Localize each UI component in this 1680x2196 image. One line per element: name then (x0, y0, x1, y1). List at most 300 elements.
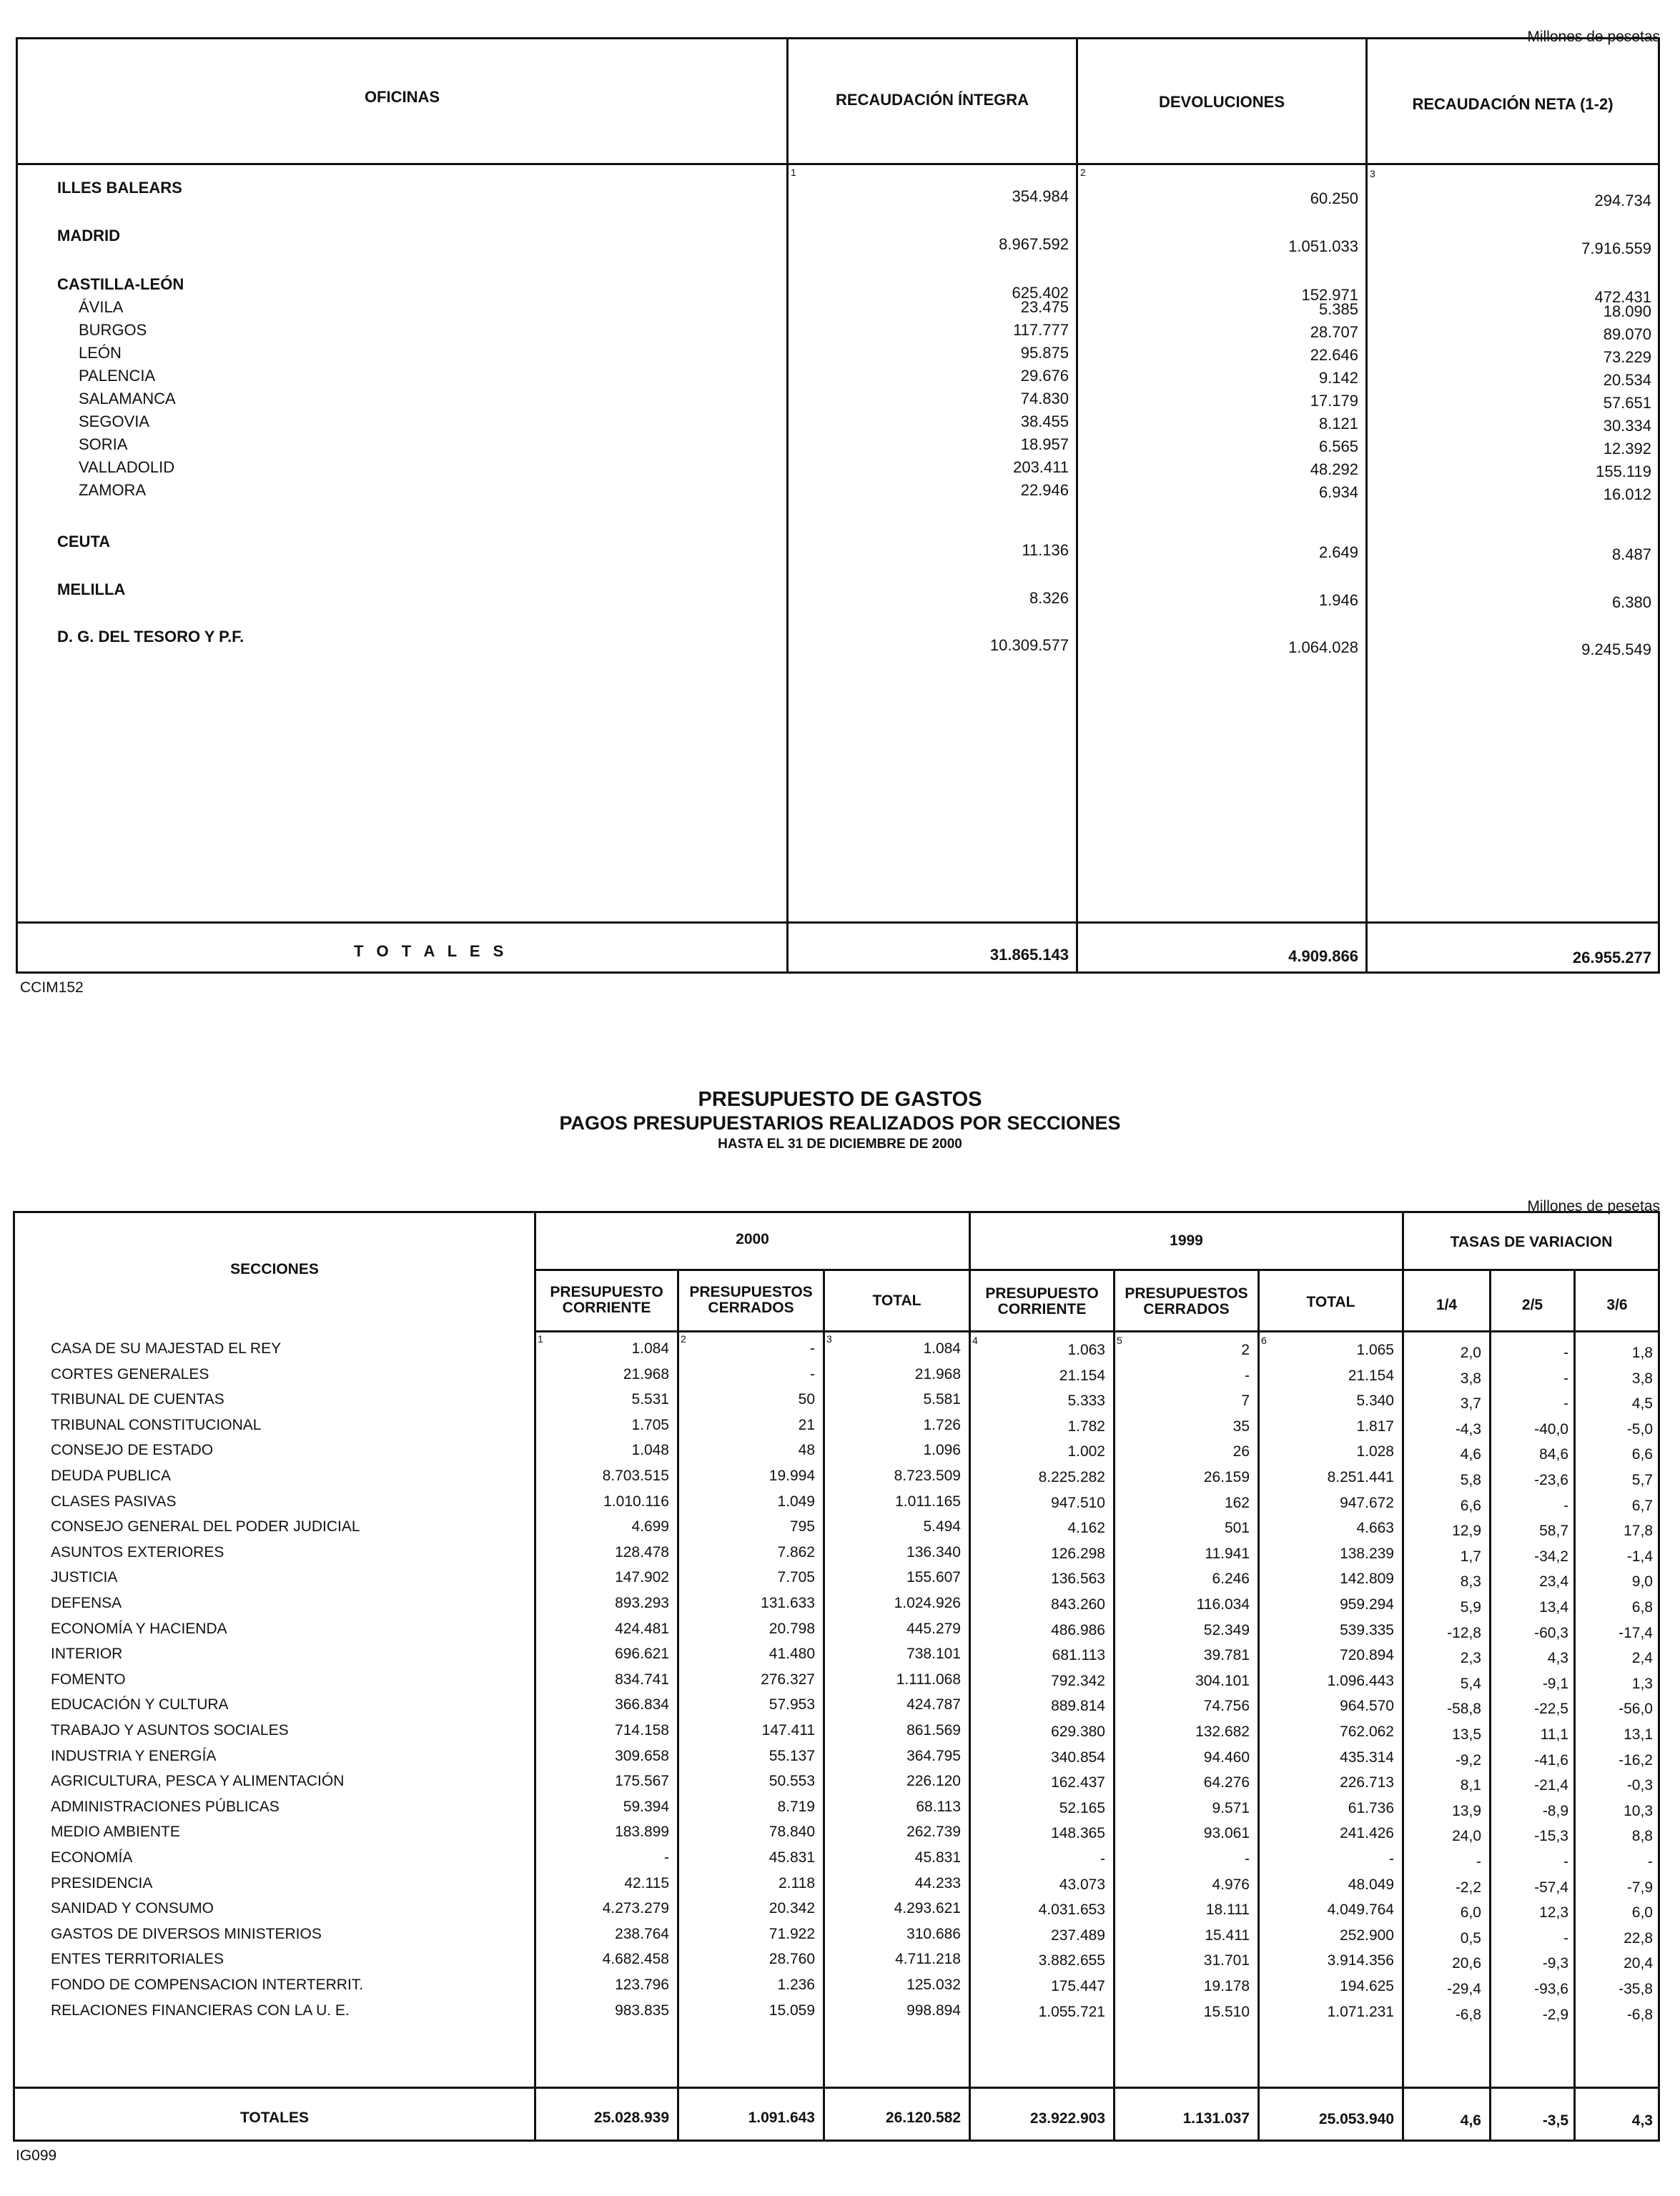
header-recaudacion-integra: RECAUDACIÓN ÍNTEGRA (835, 91, 1029, 109)
amount-cell: 45.831 (914, 1849, 961, 1866)
amount-cell: 4,3 (1547, 1650, 1568, 1667)
amount-cell: 8,1 (1460, 1777, 1481, 1794)
table-row (18, 367, 1658, 388)
amount-cell: -5,0 (1626, 1420, 1653, 1438)
amount-cell: 226.713 (1340, 1774, 1394, 1791)
amount-cell: 152.971 (1301, 286, 1358, 304)
section-subtitle: PAGOS PRESUPUESTARIOS REALIZADOS POR SECCIONES (559, 1112, 1121, 1134)
office-name: SORIA (79, 435, 128, 453)
amount-cell: 20.534 (1603, 371, 1651, 389)
totals-label: T O T A L E S (354, 942, 508, 960)
table-row (18, 227, 1658, 257)
amount-cell: - (810, 1340, 815, 1357)
amount-cell: 1.024.926 (894, 1595, 961, 1611)
total-cell: 23.922.903 (1029, 2110, 1105, 2127)
column-index: 1 (791, 167, 796, 178)
table-row (18, 435, 1658, 457)
amount-cell: 3.914.356 (1327, 1952, 1394, 1969)
amount-cell: 4.162 (1067, 1520, 1105, 1537)
section-name: INTERIOR (51, 1646, 123, 1663)
amount-cell: 162 (1224, 1494, 1250, 1511)
table-row (18, 179, 1658, 209)
amount-cell: -0,3 (1626, 1777, 1653, 1794)
total-recaudacion-neta: 26.955.277 (1572, 949, 1651, 966)
section-name: EDUCACIÓN Y CULTURA (51, 1696, 229, 1713)
amount-cell: 424.787 (906, 1696, 961, 1713)
office-name: SALAMANCA (79, 390, 176, 407)
amount-cell: 9.142 (1318, 369, 1358, 387)
amount-cell: 2,4 (1631, 1650, 1653, 1667)
amount-cell: 20,6 (1452, 1955, 1481, 1972)
amount-cell: 10.309.577 (989, 636, 1069, 654)
amount-cell: 18.111 (1205, 1901, 1250, 1919)
table-row (15, 1518, 1658, 1543)
amount-cell: 18.090 (1603, 302, 1651, 320)
amount-cell: 4.682.458 (602, 1951, 669, 1968)
amount-cell: 6.934 (1318, 483, 1358, 501)
amount-cell: 125.032 (906, 1977, 961, 1993)
amount-cell: 21.968 (623, 1365, 669, 1383)
table-row (15, 1595, 1658, 1619)
amount-cell: 50 (798, 1391, 815, 1408)
amount-cell: 41.480 (769, 1646, 815, 1663)
amount-cell: 4.031.653 (1038, 1901, 1105, 1919)
office-name: VALLADOLID (79, 458, 175, 476)
amount-cell: -22,5 (1534, 1701, 1568, 1718)
table-row (18, 533, 1658, 563)
amount-cell: 262.739 (906, 1824, 961, 1841)
amount-cell: 738.101 (906, 1646, 961, 1663)
office-name: CEUTA (57, 533, 111, 550)
amount-cell: 714.158 (615, 1722, 669, 1738)
table-row (15, 1824, 1658, 1848)
amount-cell: 5.581 (923, 1391, 961, 1408)
amount-cell: 4,6 (1460, 1446, 1481, 1463)
table-row (18, 458, 1658, 480)
table-row (15, 1926, 1658, 1950)
amount-cell: -2,9 (1542, 2006, 1568, 2023)
total-recaudacion-integra: 31.865.143 (989, 946, 1069, 964)
amount-cell: 11,1 (1540, 1726, 1568, 1743)
amount-cell: 31.701 (1203, 1952, 1250, 1969)
amount-cell: 8.703.515 (602, 1468, 669, 1484)
amount-cell: 22.946 (1020, 481, 1069, 499)
amount-cell: 13,4 (1539, 1599, 1568, 1616)
amount-cell: 625.402 (1012, 284, 1069, 302)
amount-cell: 501 (1224, 1520, 1250, 1537)
amount-cell: -34,2 (1534, 1548, 1568, 1565)
amount-cell: 1.782 (1067, 1418, 1105, 1435)
amount-cell: 13,9 (1452, 1802, 1481, 1819)
amount-cell: 1.084 (631, 1340, 669, 1357)
table-row (15, 1696, 1658, 1721)
section-name: FONDO DE COMPENSACION INTERTERRIT. (51, 1977, 364, 1993)
header-tasas: TASAS DE VARIACION (1450, 1234, 1613, 1250)
amount-cell: 1.111.068 (896, 1671, 961, 1688)
amount-cell: 3,7 (1460, 1395, 1481, 1413)
office-name: SEGOVIA (79, 412, 150, 430)
amount-cell: 5.340 (1356, 1393, 1394, 1410)
amount-cell: 486.986 (1051, 1621, 1105, 1638)
amount-cell: -2,2 (1455, 1879, 1481, 1896)
section-name: CORTES GENERALES (51, 1365, 209, 1383)
amount-cell: 843.260 (1051, 1596, 1105, 1613)
office-name: LEÓN (79, 344, 122, 362)
amount-cell: 5.333 (1067, 1393, 1105, 1410)
amount-cell: 64.276 (1203, 1774, 1250, 1791)
amount-cell: 681.113 (1052, 1647, 1105, 1664)
section-name: ECONOMÍA (51, 1849, 133, 1866)
section-name: TRIBUNAL CONSTITUCIONAL (51, 1416, 262, 1433)
total-cell: 4,3 (1631, 2112, 1653, 2129)
office-name: CASTILLA-LEÓN (57, 275, 184, 293)
amount-cell: 947.672 (1340, 1494, 1394, 1511)
header-rate-2-5: 2/5 (1521, 1297, 1543, 1313)
amount-cell: 1.028 (1356, 1443, 1394, 1460)
amount-cell: -9,1 (1542, 1675, 1568, 1692)
amount-cell: 57.953 (769, 1696, 815, 1713)
total-cell: 4,6 (1460, 2112, 1481, 2129)
section-name: ASUNTOS EXTERIORES (51, 1543, 224, 1561)
amount-cell: 8.326 (1029, 589, 1069, 607)
section-name: GASTOS DE DIVERSOS MINISTERIOS (51, 1925, 322, 1942)
amount-cell: 52.349 (1203, 1621, 1250, 1638)
header-presupuesto-corriente: PRESUPUESTO CORRIENTE (985, 1285, 1099, 1317)
amount-cell: 15.059 (769, 2002, 815, 2019)
section-name: TRIBUNAL DE CUENTAS (51, 1391, 224, 1408)
section-name: ECONOMÍA Y HACIENDA (51, 1620, 227, 1637)
amount-cell: -1,4 (1626, 1548, 1653, 1565)
amount-cell: 310.686 (906, 1925, 961, 1942)
amount-cell: 304.101 (1195, 1672, 1250, 1689)
amount-cell: 132.682 (1195, 1723, 1250, 1740)
amount-cell: - (810, 1365, 815, 1383)
amount-cell: 1,8 (1631, 1345, 1653, 1361)
amount-cell: 24,0 (1452, 1828, 1481, 1845)
amount-cell: 6.246 (1212, 1571, 1250, 1588)
amount-cell: -7,9 (1626, 1879, 1653, 1896)
amount-cell: - (1563, 1370, 1568, 1387)
amount-cell: 8.723.509 (894, 1468, 961, 1484)
amount-cell: 241.426 (1340, 1825, 1394, 1842)
column-index: 3 (1370, 168, 1375, 179)
amount-cell: 1.817 (1356, 1418, 1394, 1435)
amount-cell: 4,5 (1631, 1395, 1653, 1413)
office-name: ILLES BALEARS (57, 179, 182, 197)
amount-cell: 4.293.621 (894, 1900, 961, 1917)
amount-cell: 68.113 (916, 1798, 961, 1815)
amount-cell: 19.178 (1203, 1978, 1250, 1994)
amount-cell: 294.734 (1594, 192, 1651, 209)
amount-cell: 2.118 (779, 1874, 815, 1891)
amount-cell: 6,0 (1631, 1904, 1653, 1922)
section-name: RELACIONES FINANCIERAS CON LA U. E. (51, 2002, 350, 2019)
amount-cell: - (1245, 1367, 1250, 1384)
amount-cell: -16,2 (1619, 1751, 1653, 1769)
amount-cell: 6,6 (1631, 1446, 1653, 1463)
total-cell: 25.053.940 (1318, 2111, 1394, 2127)
amount-cell: 58,7 (1539, 1523, 1568, 1540)
amount-cell: 5.385 (1318, 300, 1358, 318)
amount-cell: 9.571 (1212, 1799, 1250, 1816)
amount-cell: 5,7 (1631, 1472, 1653, 1488)
amount-cell: 73.229 (1603, 348, 1651, 366)
amount-cell: 8.225.282 (1038, 1469, 1105, 1485)
form-code-bottom: IG099 (16, 2147, 57, 2164)
table-row (15, 1646, 1658, 1670)
amount-cell: 309.658 (615, 1747, 669, 1764)
amount-cell: -40,0 (1534, 1420, 1568, 1438)
amount-cell: 1.063 (1067, 1342, 1105, 1358)
amount-cell: 12,3 (1539, 1904, 1568, 1922)
amount-cell: 2 (1241, 1342, 1250, 1358)
amount-cell: 10,3 (1624, 1802, 1653, 1819)
column-index: 5 (1117, 1335, 1122, 1346)
section-name: CLASES PASIVAS (51, 1493, 177, 1510)
table-row (15, 1722, 1658, 1746)
amount-cell: 6,6 (1460, 1497, 1481, 1514)
amount-cell: 123.796 (615, 1977, 669, 1993)
amount-cell: 5.494 (923, 1518, 961, 1535)
table-row (18, 321, 1658, 342)
amount-cell: 4.711.218 (895, 1951, 961, 1968)
amount-cell: 147.411 (761, 1722, 815, 1738)
table-row (15, 1671, 1658, 1696)
amount-cell: 364.795 (906, 1747, 961, 1764)
amount-cell: 8.121 (1318, 415, 1358, 432)
amount-cell: 28.760 (769, 1951, 815, 1968)
amount-cell: 147.902 (615, 1569, 669, 1586)
amount-cell: 7.916.559 (1581, 239, 1651, 257)
amount-cell: 1.946 (1318, 591, 1358, 609)
amount-cell: 175.447 (1051, 1978, 1105, 1994)
amount-cell: 983.835 (615, 2002, 669, 2019)
amount-cell: -60,3 (1534, 1624, 1568, 1641)
form-code-top: CCIM152 (20, 979, 84, 996)
office-name: PALENCIA (79, 367, 156, 385)
amount-cell: 893.293 (615, 1595, 669, 1611)
table-row (18, 580, 1658, 611)
amount-cell: 48.292 (1310, 460, 1358, 478)
amount-cell: 16.012 (1603, 485, 1651, 503)
table-row (15, 1849, 1658, 1874)
amount-cell: 21.154 (1059, 1367, 1105, 1384)
amount-cell: 762.062 (1340, 1723, 1394, 1740)
amount-cell: 2.649 (1318, 543, 1358, 561)
amount-cell: 21 (798, 1416, 815, 1433)
table-row (15, 2002, 1658, 2027)
amount-cell: 136.563 (1051, 1571, 1105, 1588)
table-row (18, 481, 1658, 503)
amount-cell: 889.814 (1051, 1698, 1105, 1715)
amount-cell: 1.064.028 (1288, 638, 1358, 656)
amount-cell: 43.073 (1059, 1876, 1105, 1893)
amount-cell: 38.455 (1020, 412, 1069, 430)
amount-cell: 5,4 (1460, 1675, 1481, 1692)
amount-cell: 539.335 (1340, 1621, 1394, 1638)
column-index: 6 (1261, 1335, 1267, 1346)
amount-cell: 4.663 (1356, 1520, 1394, 1537)
table-row (15, 1621, 1658, 1645)
amount-cell: 7.862 (777, 1543, 815, 1561)
amount-cell: - (1563, 1929, 1568, 1947)
amount-cell: 6,7 (1631, 1497, 1653, 1514)
amount-cell: - (1563, 1497, 1568, 1514)
amount-cell: 13,1 (1624, 1726, 1653, 1743)
amount-cell: - (664, 1849, 669, 1866)
totals-divider (18, 921, 1658, 924)
amount-cell: 9,0 (1631, 1573, 1653, 1591)
amount-cell: 2,0 (1460, 1345, 1481, 1361)
amount-cell: -9,3 (1542, 1955, 1568, 1972)
amount-cell: -35,8 (1619, 1981, 1653, 1997)
amount-cell: 12.392 (1603, 440, 1651, 458)
amount-cell: 8.719 (777, 1798, 815, 1815)
column-index: 4 (972, 1335, 978, 1346)
table-row (15, 1366, 1658, 1390)
amount-cell: -93,6 (1534, 1981, 1568, 1997)
table-row (18, 275, 1658, 306)
amount-cell: 15.510 (1203, 2003, 1250, 2020)
totals-divider (15, 2087, 1658, 2089)
table-row (15, 1442, 1658, 1466)
table-row (15, 1391, 1658, 1415)
amount-cell: 7.705 (777, 1569, 815, 1586)
total-cell: -3,5 (1542, 2112, 1568, 2129)
header-devoluciones: DEVOLUCIONES (1158, 93, 1285, 111)
amount-cell: 4.699 (631, 1518, 669, 1535)
amount-cell: 21.154 (1348, 1367, 1394, 1384)
section-name: FOMENTO (51, 1671, 126, 1688)
amount-cell: 8.967.592 (999, 235, 1069, 253)
amount-cell: 7 (1241, 1393, 1250, 1410)
amount-cell: 340.854 (1051, 1749, 1105, 1766)
section-name: CONSEJO GENERAL DEL PODER JUDICIAL (51, 1518, 360, 1535)
total-devoluciones: 4.909.866 (1288, 947, 1358, 965)
table-row (18, 628, 1658, 658)
amount-cell: 964.570 (1340, 1698, 1394, 1715)
column-index: 2 (681, 1333, 686, 1345)
amount-cell: 6.380 (1611, 593, 1651, 611)
amount-cell: 48 (798, 1442, 815, 1459)
amount-cell: 194.625 (1340, 1978, 1394, 1994)
table-row (15, 1977, 1658, 2001)
amount-cell: -8,9 (1542, 1802, 1568, 1819)
header-oficinas: OFICINAS (364, 88, 440, 106)
amount-cell: -29,4 (1447, 1981, 1481, 1997)
header-rate-1-4: 1/4 (1436, 1297, 1458, 1313)
amount-cell: 29.676 (1020, 367, 1069, 385)
amount-cell: 60.250 (1310, 189, 1358, 207)
amount-cell: 28.707 (1310, 323, 1358, 341)
amount-cell: 3,8 (1631, 1370, 1653, 1387)
amount-cell: 74.756 (1203, 1698, 1250, 1715)
amount-cell: 2,3 (1460, 1650, 1481, 1667)
payments-table (13, 1211, 1660, 2142)
amount-cell: 42.115 (624, 1874, 669, 1891)
amount-cell: 22,8 (1624, 1929, 1653, 1947)
office-name: ÁVILA (79, 298, 124, 316)
amount-cell: 126.298 (1051, 1545, 1105, 1562)
amount-cell: 35 (1232, 1418, 1250, 1435)
amount-cell: - (1563, 1395, 1568, 1413)
amount-cell: -21,4 (1534, 1777, 1568, 1794)
amount-cell: 629.380 (1051, 1723, 1105, 1740)
table-row (15, 1799, 1658, 1823)
amount-cell: 23.475 (1020, 298, 1069, 316)
table-row (15, 1569, 1658, 1593)
section-name: ENTES TERRITORIALES (51, 1951, 224, 1968)
amount-cell: 59.394 (623, 1798, 669, 1815)
amount-cell: - (1476, 1854, 1481, 1870)
amount-cell: 148.365 (1051, 1825, 1105, 1842)
amount-cell: 6.565 (1318, 437, 1358, 455)
amount-cell: - (1563, 1345, 1568, 1361)
amount-cell: 5,8 (1460, 1472, 1481, 1488)
section-name: ADMINISTRACIONES PÚBLICAS (51, 1798, 280, 1815)
office-name: MADRID (57, 227, 120, 244)
amount-cell: 276.327 (761, 1671, 815, 1688)
section-name: PRESIDENCIA (51, 1874, 153, 1891)
section-name: DEFENSA (51, 1595, 122, 1611)
amount-cell: 237.489 (1051, 1927, 1105, 1944)
section-name: AGRICULTURA, PESCA Y ALIMENTACIÓN (51, 1773, 345, 1790)
header-bottom-line (534, 1330, 1658, 1332)
amount-cell: 4.273.279 (602, 1900, 669, 1917)
table-row (15, 1748, 1658, 1772)
amount-cell: 30.334 (1603, 417, 1651, 435)
amount-cell: 128.478 (615, 1543, 669, 1561)
section-name: JUSTICIA (51, 1569, 118, 1586)
amount-cell: 424.481 (615, 1620, 669, 1637)
amount-cell: 834.741 (615, 1671, 669, 1688)
header-total: TOTAL (872, 1292, 921, 1309)
amount-cell: 1.048 (631, 1442, 669, 1459)
amount-cell: -17,4 (1619, 1624, 1653, 1641)
amount-cell: 792.342 (1051, 1672, 1105, 1689)
totals-label: TOTALES (239, 2110, 310, 2126)
amount-cell: 21.968 (914, 1365, 961, 1383)
amount-cell: 8.251.441 (1327, 1469, 1394, 1485)
office-name: ZAMORA (79, 481, 147, 499)
amount-cell: 116.034 (1196, 1596, 1250, 1613)
amount-cell: 74.830 (1020, 390, 1069, 407)
total-cell: 1.091.643 (748, 2110, 815, 2126)
amount-cell: 26.159 (1203, 1469, 1250, 1485)
amount-cell: 947.510 (1051, 1494, 1105, 1511)
amount-cell: 23,4 (1539, 1573, 1568, 1591)
office-name: MELILLA (57, 580, 126, 598)
table-row (15, 1875, 1658, 1899)
table-row (18, 412, 1658, 434)
total-cell: 1.131.037 (1182, 2110, 1250, 2127)
amount-cell: 6,0 (1460, 1904, 1481, 1922)
amount-cell: 1.726 (923, 1416, 961, 1433)
amount-cell: 136.340 (906, 1543, 961, 1561)
column-index: 2 (1080, 167, 1086, 178)
amount-cell: 1.236 (777, 1977, 815, 1993)
header-year-1999: 1999 (1170, 1232, 1203, 1249)
amount-cell: 1,3 (1631, 1675, 1653, 1692)
amount-cell: 117.777 (1013, 321, 1069, 339)
amount-cell: 4.049.764 (1327, 1901, 1394, 1919)
amount-cell: 71.922 (769, 1925, 815, 1942)
office-name: BURGOS (79, 321, 147, 339)
amount-cell: 155.119 (1596, 463, 1651, 480)
amount-cell: 48.049 (1348, 1876, 1394, 1893)
header-rate-3-6: 3/6 (1606, 1297, 1628, 1313)
table-row (18, 344, 1658, 365)
